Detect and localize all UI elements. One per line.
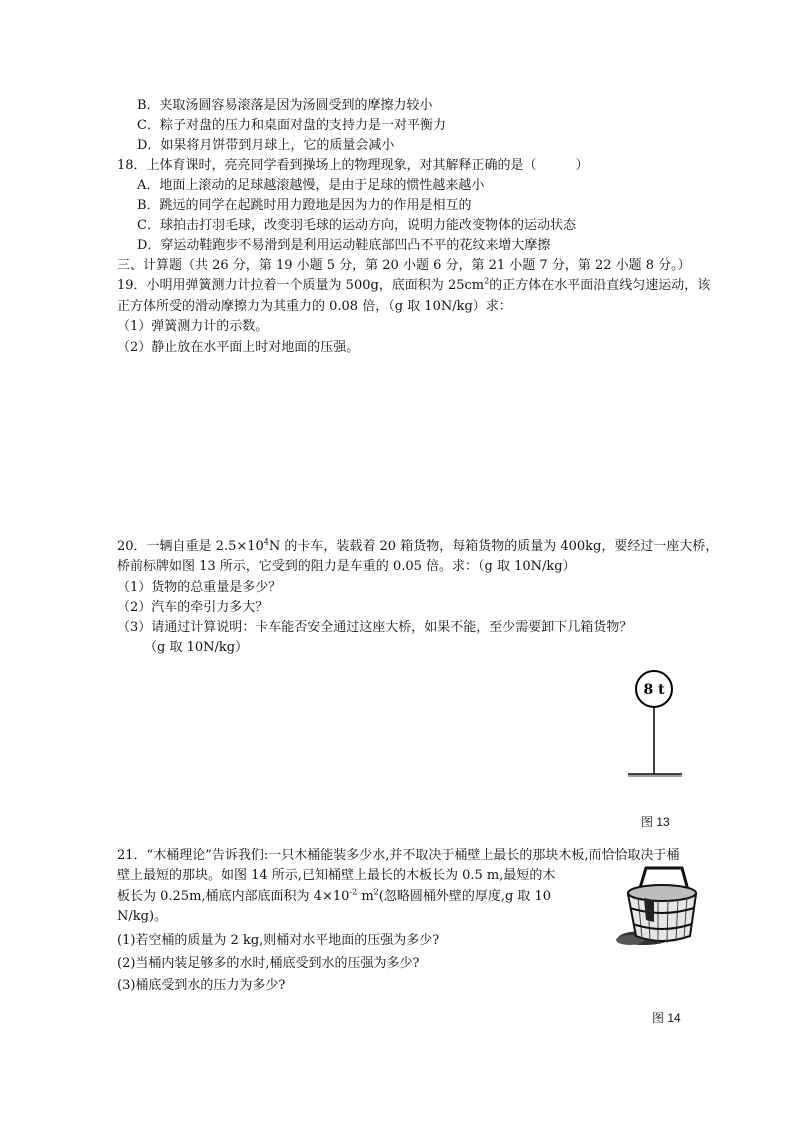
q20-sup: 4 bbox=[263, 537, 269, 547]
q19-line2: 正方体所受的滑动摩擦力为其重力的 0.08 倍，（g 取 10N/kg）求： bbox=[117, 299, 512, 314]
q20-part3: （3）请通过计算说明：卡车能否安全通过这座大桥，如果不能，至少需要卸下几箱货物？ bbox=[117, 620, 633, 635]
sign-text: 8 t bbox=[643, 682, 665, 698]
q21-line1: 21．“木桶理论”告诉我们:一只木桶能装多少水,并不取决于桶壁上最长的那块木板,而恰恰取决于桶 bbox=[117, 848, 680, 863]
q20-part1: （1）货物的总重量是多少？ bbox=[117, 580, 282, 595]
figure-13-caption: 图 13 bbox=[641, 815, 670, 829]
q21-text-a: 板长为 0.25m,桶底内部底面积为 4×10 bbox=[117, 889, 350, 904]
q18-stem: 18．上体育课时，亮亮同学看到操场上的物理现象，对其解释正确的是（ ） bbox=[117, 158, 589, 173]
q17-option-d: D．如果将月饼带到月球上，它的质量会减小 bbox=[137, 138, 395, 153]
q18-option-d: D．穿运动鞋跑步不易滑到是利用运动鞋底部凹凸不平的花纹来增大摩擦 bbox=[137, 238, 551, 253]
wooden-bucket-illustration bbox=[602, 860, 702, 950]
q19-sup: 2 bbox=[484, 276, 490, 286]
q17-option-c: C．粽子对盘的压力和桌面对盘的支持力是一对平衡力 bbox=[137, 118, 446, 133]
q21-text-b: m bbox=[357, 889, 374, 904]
q21-part3: (3)桶底受到水的压力为多少? bbox=[117, 978, 286, 993]
q21-sup2: 2 bbox=[373, 887, 379, 897]
q20-line2: 桥前标牌如图 13 所示，它受到的阻力是车重的 0.05 倍。求：（g 取 10N/kg） bbox=[117, 559, 576, 574]
q20-part3-cont: （g 取 10N/kg） bbox=[144, 640, 249, 655]
q21-line2: 壁上最短的那块。如图 14 所示,已知桶壁上最长的木板长为 0.5 m,最短的木 bbox=[117, 868, 556, 883]
q17-option-b: B．夹取汤圆容易滚落是因为汤圆受到的摩擦力较小 bbox=[137, 98, 433, 113]
q18-option-b: B．跳远的同学在起跳时用力蹬地是因为力的作用是相互的 bbox=[137, 198, 472, 213]
q21-part1: (1)若空桶的质量为 2 kg,则桶对水平地面的压强为多少? bbox=[117, 933, 440, 948]
q21-sup1: -2 bbox=[349, 887, 358, 897]
q19-line1 bbox=[117, 277, 710, 295]
figure-14-caption: 图 14 bbox=[652, 1011, 681, 1025]
q18-option-c: C．球拍击打羽毛球，改变羽毛球的运动方向，说明力能改变物体的运动状态 bbox=[137, 218, 576, 233]
q20-line1 bbox=[117, 538, 718, 556]
q19-text-a: 19．小明用弹簧测力计拉着一个质量为 500g，底面积为 25cm bbox=[117, 278, 485, 293]
q20-text-b: N 的卡车，装载着 20 箱货物，每箱货物的质量为 400kg，要经过一座大桥， bbox=[268, 539, 719, 554]
q19-part2: （2）静止放在水平面上时对地面的压强。 bbox=[117, 340, 360, 355]
q21-part2: (2)当桶内装足够多的水时,桶底受到水的压强为多少? bbox=[117, 956, 420, 971]
q19-text-b: 的正方体在水平面沿直线匀速运动，该 bbox=[489, 278, 711, 293]
q21-text-c: (忽略圆桶外壁的厚度,g 取 10 bbox=[378, 889, 552, 904]
weight-limit-sign bbox=[620, 668, 690, 780]
q20-part2: （2）汽车的牵引力多大？ bbox=[117, 600, 269, 615]
q20-text-a: 20．一辆自重是 2.5×10 bbox=[117, 539, 264, 554]
q21-line4: N/kg)。 bbox=[117, 909, 168, 924]
q18-option-a: A．地面上滚动的足球越滚越慢，是由于足球的惯性越来越小 bbox=[137, 178, 485, 193]
section-heading: 三、计算题（共 26 分，第 19 小题 5 分，第 20 小题 6 分，第 21 小题 7 分，第 22 小题 8 分。） bbox=[117, 258, 691, 273]
q19-part1: （1）弹簧测力计的示数。 bbox=[117, 319, 269, 334]
q21-line3 bbox=[117, 888, 551, 906]
